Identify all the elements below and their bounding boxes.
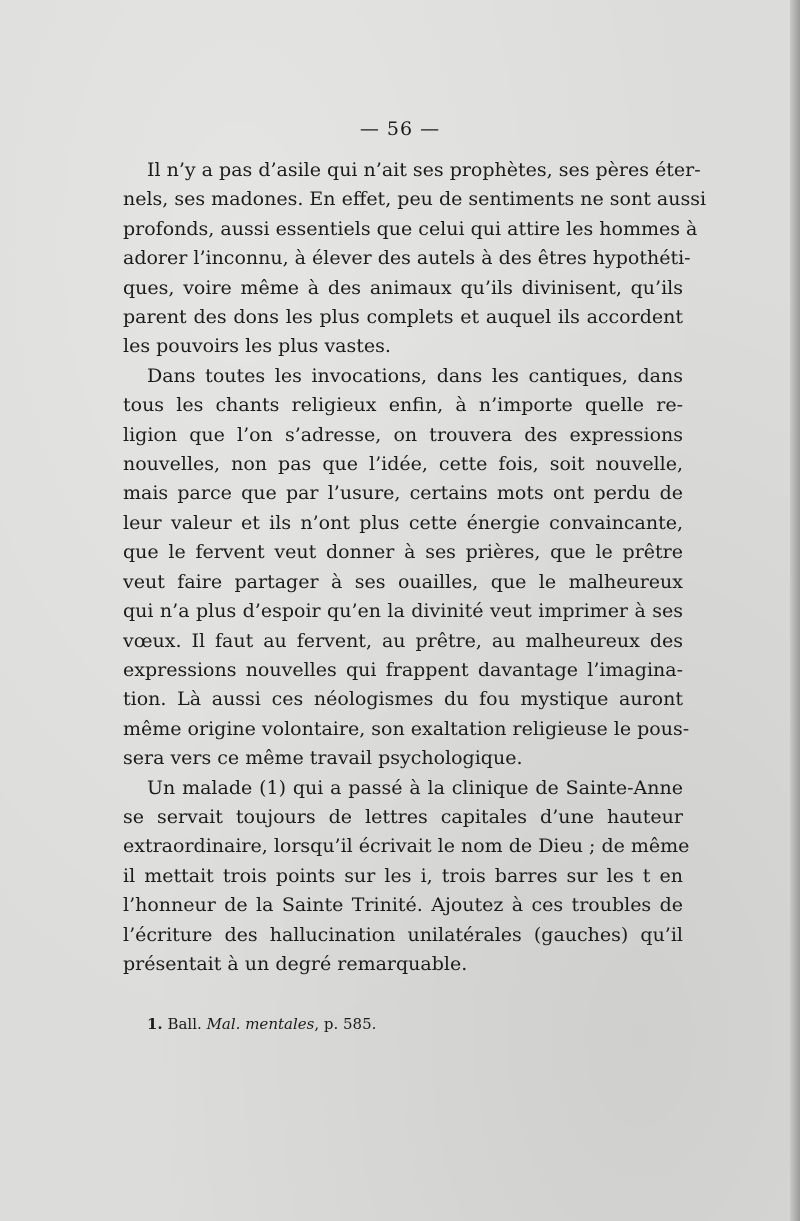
text-line: présentait à un degré remarquable. — [123, 952, 468, 975]
text-line: se servait toujours de lettres capitales d’une hauteur — [123, 805, 683, 828]
footnote-page: , p. 585. — [314, 1015, 377, 1033]
text-line: extraordinaire, lorsqu’il écrivait le nom de Dieu ; de même — [123, 835, 690, 858]
text-line: même origine volontaire, son exaltation religieuse le pous- — [123, 717, 690, 740]
footnote-number: 1. — [147, 1015, 163, 1033]
paragraph-2 — [123, 362, 690, 774]
text-line: nels, ses madones. En effet, peu de sentiments ne sont aussi — [123, 188, 707, 211]
text-line: expressions nouvelles qui frappent davantage l’imagina- — [123, 658, 683, 681]
text-line: que le fervent veut donner à ses prières, que le prêtre — [123, 541, 683, 564]
text-line: vœux. Il faut au fervent, au prêtre, au malheureux des — [123, 629, 683, 652]
page-edge-shadow — [790, 0, 800, 1221]
text-line: mais parce que par l’usure, certains mots ont perdu de — [123, 482, 683, 505]
text-line: parent des dons les plus complets et auquel ils accordent — [123, 306, 683, 329]
text-line: qui n’a plus d’espoir qu’en la divinité veut imprimer à ses — [123, 600, 683, 623]
text-line: nouvelles, non pas que l’idée, cette fois, soit nouvelle, — [123, 453, 683, 476]
text-line: tous les chants religieux enfin, à n’importe quelle re- — [123, 394, 683, 417]
text-line: ques, voire même à des animaux qu’ils divinisent, qu’ils — [123, 276, 683, 299]
text-line: tion. Là aussi ces néologismes du fou mystique auront — [123, 688, 683, 711]
body-text — [123, 156, 707, 979]
text-line: profonds, aussi essentiels que celui qui attire les hommes à — [123, 217, 698, 240]
text-line: il mettait trois points sur les i, trois barres sur les t en — [123, 864, 683, 887]
text-line: Dans toutes les invocations, dans les cantiques, dans — [147, 364, 683, 387]
text-line: Un malade (1) qui a passé à la clinique de Sainte-Anne — [147, 776, 683, 799]
footnote-title: Mal. mentales — [206, 1015, 315, 1033]
text-line: ligion que l’on s’adresse, on trouvera des expressions — [123, 423, 683, 446]
paragraph-3 — [123, 774, 690, 980]
text-line: veut faire partager à ses ouailles, que le malheureux — [123, 570, 683, 593]
text-line: l’écriture des hallucination unilatérales (gauches) qu’il — [123, 923, 683, 946]
text-line: l’honneur de la Sainte Trinité. Ajoutez à ces troubles de — [123, 894, 683, 917]
text-line: Il n’y a pas d’asile qui n’ait ses prophètes, ses pères éter- — [147, 159, 701, 181]
text-line: les pouvoirs les plus vastes. — [123, 335, 391, 358]
footnote — [147, 1014, 376, 1034]
text-line: leur valeur et ils n’ont plus cette énergie convaincante, — [123, 511, 683, 534]
footnote-author: Ball. — [167, 1015, 202, 1033]
text-line: sera vers ce même travail psychologique. — [123, 747, 523, 770]
text-line: adorer l’inconnu, à élever des autels à des êtres hypothéti- — [123, 247, 691, 270]
page-number: — 56 — — [359, 118, 441, 140]
paragraph-1 — [123, 156, 707, 362]
